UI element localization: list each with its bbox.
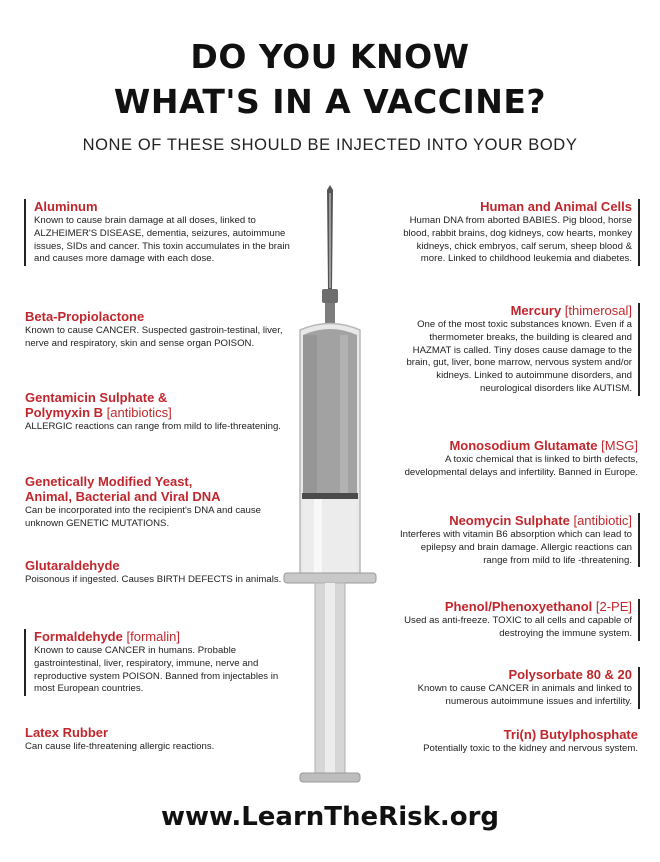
ingredient-name: Neomycin Sulphate [449,513,570,528]
ingredient-name-line [397,599,632,614]
ingredient-note: [formalin] [126,629,180,644]
ingredient-polysorbate [397,667,640,709]
ingredient-formaldehyde [24,629,292,696]
ingredient-name-line [397,303,632,318]
ingredient-desc: Known to cause brain damage at all doses, linked to ALZHEIMER'S DISEASE, dementia, seizures, autoimmune issues, SIDs and cancer. This toxin accumulates in the brain and causes more damage with each dose. [34,215,290,265]
title-line-1: DO YOU KNOW [190,37,470,76]
ingredient-name: Latex Rubber [25,725,109,740]
ingredient-name: Monosodium Glutamate [449,438,598,453]
ingredient-name: Glutaraldehyde [25,558,120,573]
ingredient-desc: Poisonous if ingested. Causes BIRTH DEFECTS in animals. [25,574,282,585]
ingredient-name: Genetically Modified Yeast, [25,474,193,489]
ingredient-desc: Used as anti-freeze. TOXIC to all cells and capable of destroying the immune system. [404,615,632,639]
ingredient-desc: Interferes with vitamin B6 absorption which can lead to epilepsy and brain damage. Allergic reactions can range from mild to life -threatening. [400,529,632,566]
ingredient-phenol [397,599,640,641]
ingredient-name-2: Polymyxin B [25,405,104,420]
ingredient-mercury [397,303,640,396]
ingredient-desc: Known to cause CANCER in humans. Probable gastrointestinal, liver, respiratory, immune, nerve and reproductive system POISON. Banned from injectables in most European countries. [34,645,279,695]
ingredient-name-line [34,629,292,644]
ingredient-note: [antibiotic] [573,513,632,528]
ingredient-msg [388,438,638,480]
ingredient-name: Formaldehyde [34,629,123,644]
ingredient-desc: ALLERGIC reactions can range from mild to life-threatening. [25,421,281,432]
ingredient-neomycin [397,513,640,567]
ingredient-note: [antibiotics] [106,405,172,420]
ingredient-aluminum [24,199,292,266]
ingredient-name-line [397,513,632,528]
syringe-flange [284,573,376,583]
ingredient-desc: Human DNA from aborted BABIES. Pig blood, horse blood, rabbit brains, dog kidneys, cow hearts, monkey kidneys, chick embryos, calf serum, sheep blood & more. Linked to childhood leukemia and diabetes. [403,215,632,265]
ingredient-desc: A toxic chemical that is linked to birth defects, developmental delays and infertility. Banned in Europe. [404,454,638,478]
syringe-plunger [300,583,360,782]
ingredient-name: Beta-Propiolactone [25,309,145,324]
ingredient-name: Aluminum [34,199,98,214]
syringe-needle [327,185,333,290]
ingredient-name-2: Animal, Bacterial and Viral DNA [25,489,221,504]
ingredient-name: Gentamicin Sulphate & [25,390,168,405]
ingredient-name-line-2 [25,405,290,420]
syringe-barrel [300,324,360,576]
ingredient-name-line [388,438,638,453]
ingredient-desc: One of the most toxic substances known. Even if a thermometer breaks, the building is cleared and HAZMAT is called. Tiny doses cause damage to the brain, gut, liver, bone marrow, nervous system and/or kidneys. Linked to autoimmune disorders, and neurological disorders like AUTISM. [406,319,632,394]
ingredient-name: Mercury [510,303,562,318]
ingredient-tributylphosphate [388,727,638,756]
subtitle: NONE OF THESE SHOULD BE INJECTED INTO YOUR BODY [82,136,578,154]
footer-url: www.LearnTheRisk.org [160,802,500,832]
ingredient-desc: Can cause life-threatening allergic reactions. [25,741,215,752]
ingredient-gm-dna [25,474,290,531]
ingredient-name: Phenol/Phenoxyethanol [444,599,593,614]
ingredient-name: Human and Animal Cells [480,199,632,214]
title-line-2: WHAT'S IN A VACCINE? [113,82,547,121]
ingredient-gentamicin-polymyxin [25,390,290,434]
ingredient-name: Polysorbate 80 & 20 [508,667,632,682]
ingredient-beta-propiolactone [25,309,290,351]
ingredient-latex-rubber [25,725,290,754]
ingredient-glutaraldehyde [25,558,290,587]
ingredient-desc: Can be incorporated into the recipient's DNA and cause unknown GENETIC MUTATIONS. [25,505,261,529]
ingredient-desc: Known to cause CANCER in animals and linked to numerous autoimmune issues and infertility. [417,683,632,707]
ingredient-name: Tri(n) Butylphosphate [503,727,638,742]
ingredient-note: [2-PE] [595,599,632,614]
syringe-hub [322,289,338,325]
ingredient-note: [MSG] [601,438,638,453]
ingredient-note: [thimerosal] [564,303,632,318]
ingredient-desc: Potentially toxic to the kidney and nervous system. [423,743,638,754]
ingredient-desc: Known to cause CANCER. Suspected gastroin-testinal, liver, nerve and respiratory, skin and sense organ POISON. [25,325,283,349]
ingredient-human-animal-cells [397,199,640,266]
